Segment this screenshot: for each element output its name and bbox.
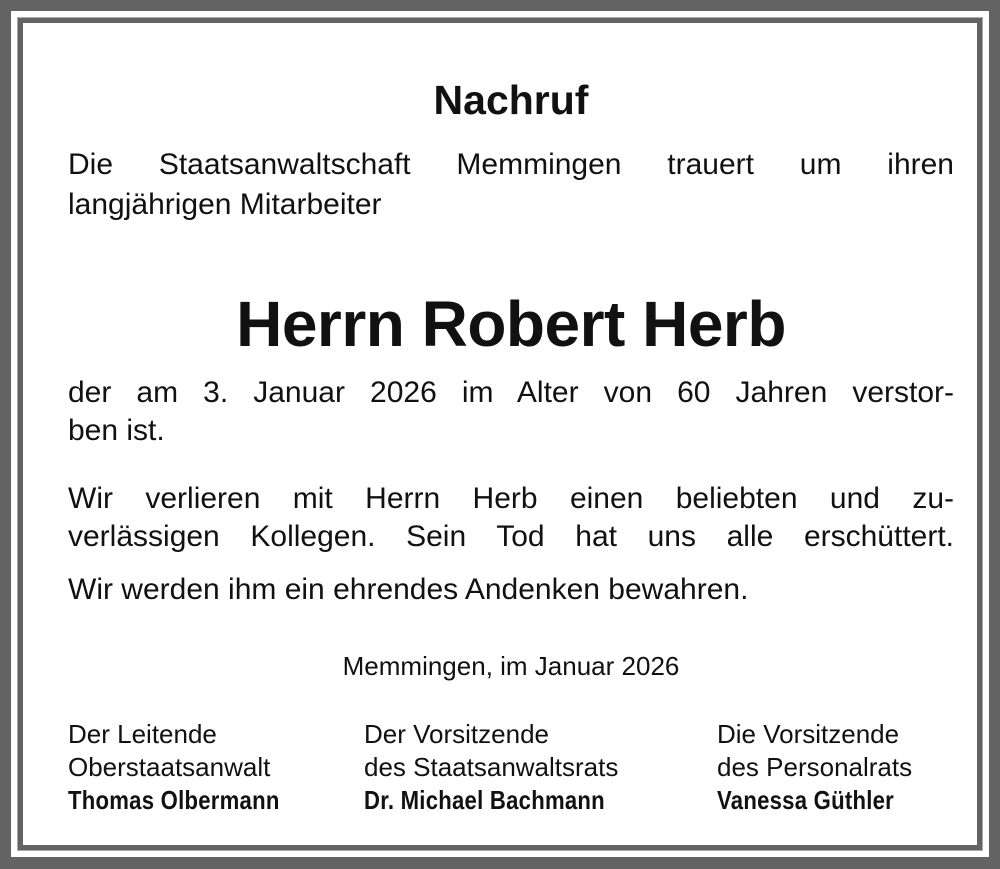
signatory-role: Der Leitende	[68, 719, 217, 749]
signatory-role: Die Vorsitzende	[717, 719, 900, 749]
obituary-notice	[11, 11, 989, 857]
signatory-name: Vanessa Güthler	[717, 785, 895, 815]
signatory-name: Dr. Michael Bachmann	[364, 785, 605, 815]
signatory-role: Der Vorsitzende	[364, 719, 549, 749]
body-line: Wir verlieren mit Herrn Herb einen beliebten und zu-	[68, 482, 954, 515]
body-line: verlässigen Kollegen. Sein Tod hat uns alle erschüttert.	[68, 520, 954, 553]
body-line: der am 3. Januar 2026 im Alter von 60 Jahren verstor-	[68, 376, 954, 409]
body-line: ben ist.	[68, 414, 165, 447]
deceased-name: Herrn Robert Herb	[236, 288, 786, 360]
signatory	[717, 718, 925, 817]
signatory-name: Thomas Olbermann	[68, 785, 280, 815]
place-date: Memmingen, im Januar 2026	[342, 651, 680, 681]
intro-line: langjährigen Mitarbeiter	[68, 188, 382, 221]
signatory-role: Oberstaatsanwalt	[68, 752, 271, 782]
signatory-role: des Staatsanwaltsrats	[364, 752, 619, 782]
body-line: Wir werden ihm ein ehrendes Andenken bewahren.	[68, 573, 749, 606]
intro-line: Die Staatsanwaltschaft Memmingen trauert um ihren	[68, 148, 954, 181]
notice-title: Nachruf	[433, 77, 589, 123]
signatory-role: des Personalrats	[717, 752, 913, 782]
signatory	[68, 718, 317, 817]
signatory	[364, 718, 647, 817]
